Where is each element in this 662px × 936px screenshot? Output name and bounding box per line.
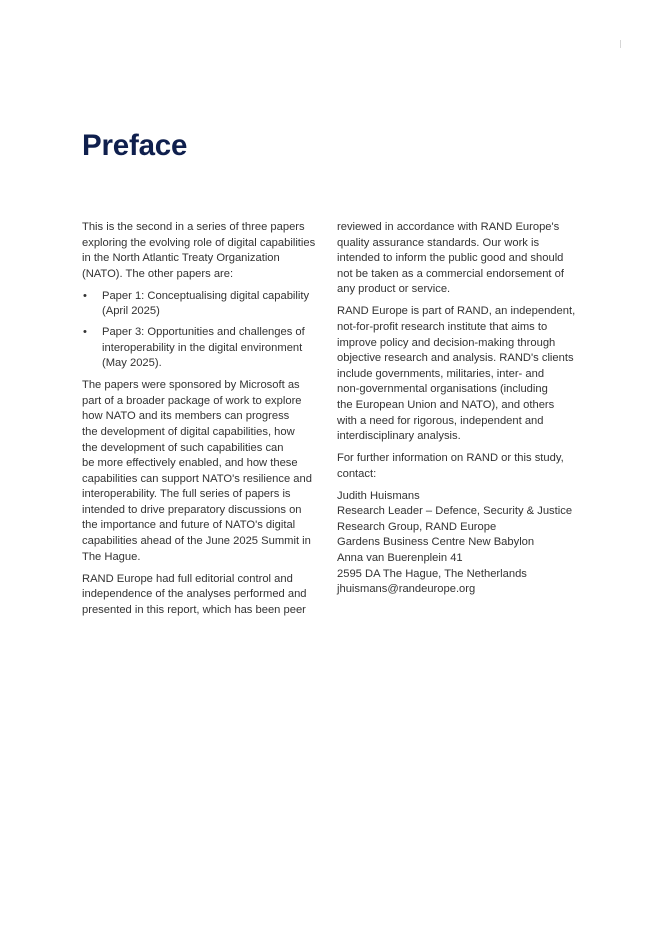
- list-item: [82, 289, 324, 320]
- text-line: contact:: [337, 467, 377, 480]
- further-info-paragraph: [337, 451, 579, 482]
- text-line: not-for-profit research institute that aims to: [337, 320, 548, 333]
- sponsorship-paragraph: [82, 378, 324, 565]
- list-item: [82, 325, 324, 372]
- text-line: interoperability. The full series of papers is: [82, 488, 291, 501]
- editorial-paragraph: [82, 572, 324, 619]
- text-line: Paper 1: Conceptualising digital capability: [102, 289, 310, 302]
- right-column: [337, 220, 579, 604]
- contact-role: Research Group, RAND Europe: [337, 520, 497, 533]
- contact-address: Anna van Buerenplein 41: [337, 552, 463, 565]
- left-column: [82, 220, 324, 625]
- page-title: Preface: [82, 129, 188, 162]
- text-line: the European Union and NATO), and others: [337, 398, 555, 411]
- text-line: RAND Europe is part of RAND, an independent,: [337, 305, 576, 318]
- text-line: capabilities can support NATO's resilience and: [82, 472, 312, 485]
- text-line: Paper 3: Opportunities and challenges of: [102, 325, 305, 338]
- bullet-icon: •: [83, 325, 87, 338]
- text-line: non-governmental organisations (including: [337, 383, 548, 396]
- contact-address: 2595 DA The Hague, The Netherlands: [337, 567, 527, 580]
- contact-role: Research Leader – Defence, Security & Justice: [337, 505, 573, 518]
- text-line: any product or service.: [337, 283, 451, 296]
- text-line: independence of the analyses performed and: [82, 588, 307, 601]
- text-line: The papers were sponsored by Microsoft as: [82, 379, 300, 392]
- text-line: exploring the evolving role of digital capabilities: [82, 236, 316, 249]
- text-line: the development of such capabilities can: [82, 441, 284, 454]
- contact-name: Judith Huismans: [337, 489, 420, 502]
- bullet-icon: •: [83, 289, 87, 302]
- text-line: intended to inform the public good and should: [337, 252, 564, 265]
- text-line: (NATO). The other papers are:: [82, 267, 234, 280]
- text-line: intended to drive preparatory discussions on: [82, 503, 302, 516]
- text-line: reviewed in accordance with RAND Europe's: [337, 221, 560, 233]
- text-line: interdisciplinary analysis.: [337, 430, 461, 443]
- text-line: This is the second in a series of three papers: [82, 221, 305, 233]
- text-line: improve policy and decision-making through: [337, 336, 556, 349]
- text-line: include governments, militaries, inter- and: [337, 367, 545, 380]
- papers-list: [82, 289, 324, 372]
- text-line: quality assurance standards. Our work is: [337, 236, 540, 249]
- about-rand-paragraph: [337, 304, 579, 444]
- review-paragraph: [337, 220, 579, 298]
- text-line: the importance and future of NATO's digital: [82, 519, 296, 532]
- page-edge-mark: [620, 40, 621, 48]
- text-line: how NATO and its members can progress: [82, 410, 290, 423]
- contact-email[interactable]: jhuismans@randeurope.org: [337, 583, 476, 596]
- text-line: with a need for rigorous, independent and: [337, 414, 544, 427]
- text-line: not be taken as a commercial endorsement of: [337, 267, 564, 280]
- contact-block: [337, 489, 579, 598]
- text-line: The Hague.: [82, 550, 141, 563]
- text-line: the development of digital capabilities, how: [82, 425, 295, 438]
- text-line: capabilities ahead of the June 2025 Summit in: [82, 535, 311, 548]
- contact-address: Gardens Business Centre New Babylon: [337, 536, 535, 549]
- text-line: in the North Atlantic Treaty Organization: [82, 252, 280, 265]
- text-line: RAND Europe had full editorial control and: [82, 572, 293, 585]
- intro-paragraph: [82, 220, 324, 282]
- text-line: (May 2025).: [102, 357, 162, 370]
- text-line: part of a broader package of work to explore: [82, 394, 302, 407]
- text-line: objective research and analysis. RAND's clients: [337, 352, 574, 365]
- text-line: (April 2025): [102, 305, 160, 318]
- text-line: be more effectively enabled, and how these: [82, 457, 298, 470]
- text-line: presented in this report, which has been peer: [82, 603, 306, 616]
- text-line: For further information on RAND or this study,: [337, 452, 564, 465]
- text-line: interoperability in the digital environment: [102, 341, 303, 354]
